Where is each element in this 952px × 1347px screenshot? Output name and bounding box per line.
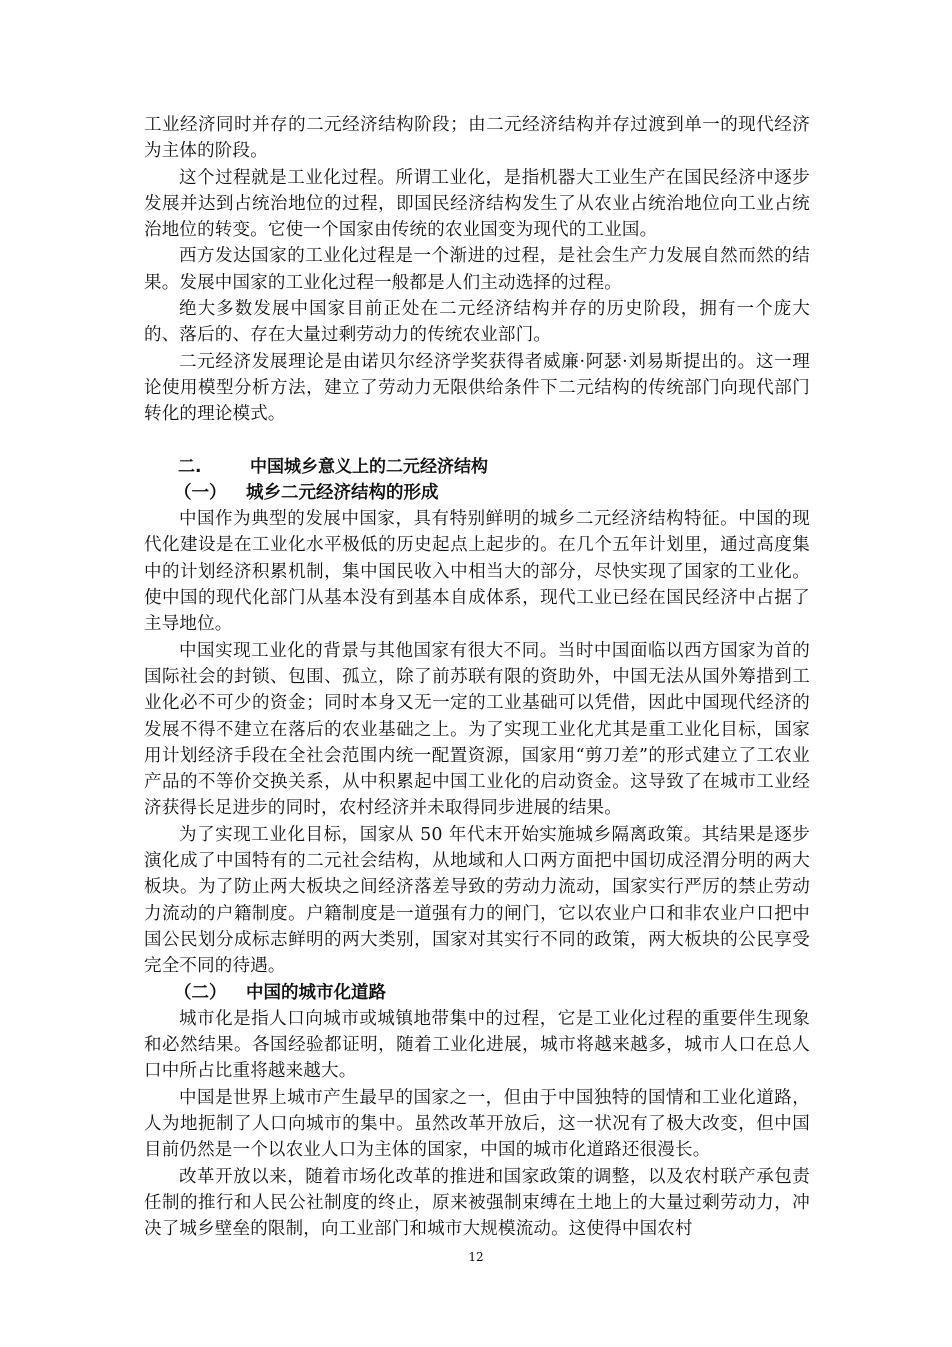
paragraph: 这个过程就是工业化过程。所谓工业化，是指机器大工业生产在国民经济中逐步发展并达到占统治地位的过程，即国民经济结构发生了从农业占统治地位向工业占统治地位的转变。它使一个国家由传统的农业国变为现代的工业国。 xyxy=(144,167,810,241)
subsection-heading-2 xyxy=(144,980,810,1006)
paragraph: 改革开放以来，随着市场化改革的推进和国家政策的调整，以及农村联产承包责任制的推行和人民公社制度的终止，原来被强制束缚在土地上的大量过剩劳动力，冲决了城乡壁垒的限制，向工业部门和城市大规模流动。这使得中国农村 xyxy=(144,1166,810,1240)
page-number: 12 xyxy=(468,1250,484,1264)
paragraph: 为了实现工业化目标，国家从 50 年代末开始实施城乡隔离政策。其结果是逐步演化成了中国特有的二元社会结构，从地域和人口两方面把中国切成泾渭分明的两大板块。为了防止两大板块之间经济落差导致的劳动力流动，国家实行严厉的禁止劳动力流动的户籍制度。户籍制度是一道强有力的闸门，它以农业户口和非农业户口把中国公民划分成标志鲜明的两大类别，国家对其实行不同的政策，两大板块的公民享受完全不同的待遇。 xyxy=(144,824,810,977)
paragraph: 中国实现工业化的背景与其他国家有很大不同。当时中国面临以西方国家为首的国际社会的封锁、包围、孤立，除了前苏联有限的资助外，中国无法从国外筹措到工业化必不可少的资金；同时本身又无一定的工业基础可以凭借，因此中国现代经济的发展不得不建立在落后的农业基础之上。为了实现工业化尤其是重工业化目标，国家用计划经济手段在全社会范围内统一配置资源，国家用“剪刀差”的形式建立了工农业产品的不等价交换关系，从中积累起中国工业化的启动资金。这导致了在城市工业经济获得长足进步的同时，农村经济并未取得同步进展的结果。 xyxy=(144,640,810,819)
section-number: 二. xyxy=(178,456,202,477)
section-spacer xyxy=(144,428,810,454)
document-body xyxy=(144,112,810,1242)
paragraph: 西方发达国家的工业化过程是一个渐进的过程，是社会生产力发展自然而然的结果。发展中国家的工业化过程一般都是人们主动选择的过程。 xyxy=(144,246,810,293)
section-heading xyxy=(144,454,810,480)
paragraph: 绝大多数发展中国家目前正处在二元经济结构并存的历史阶段，拥有一个庞大的、落后的、存在大量过剩劳动力的传统农业部门。 xyxy=(144,299,810,346)
paragraph: 城市化是指人口向城市或城镇地带集中的过程，它是工业化过程的重要伴生现象和必然结果。各国经验都证明，随着工业化进展，城市将越来越多，城市人口在总人口中所占比重将越来越大。 xyxy=(144,1008,810,1082)
paragraph-continuation: 工业经济同时并存的二元经济结构阶段；由二元经济结构并存过渡到单一的现代经济为主体的阶段。 xyxy=(144,115,810,162)
subsection-number: （二） xyxy=(174,982,227,1003)
section-title: 中国城乡意义上的二元经济结构 xyxy=(250,456,488,477)
subsection-number: （一） xyxy=(174,482,227,503)
subsection-title: 城乡二元经济结构的形成 xyxy=(246,482,439,503)
subsection-heading-1 xyxy=(144,480,810,506)
paragraph: 中国是世界上城市产生最早的国家之一，但由于中国独特的国情和工业化道路，人为地扼制了人口向城市的集中。虽然改革开放后，这一状况有了极大改变，但中国目前仍然是一个以农业人口为主体的国家，中国的城市化道路还很漫长。 xyxy=(144,1087,810,1161)
paragraph: 中国作为典型的发展中国家，具有特别鲜明的城乡二元经济结构特征。中国的现代化建设是在工业化水平极低的历史起点上起步的。在几个五年计划里，通过高度集中的计划经济积累机制，集中国民收入中相当大的部分，尽快实现了国家的工业化。使中国的现代化部门从基本没有到基本自成体系，现代工业已经在国民经济中占据了主导地位。 xyxy=(144,509,810,635)
subsection-title: 中国的城市化道路 xyxy=(246,982,386,1003)
paragraph: 二元经济发展理论是由诺贝尔经济学奖获得者威廉·阿瑟·刘易斯提出的。这一理论使用模型分析方法，建立了劳动力无限供给条件下二元结构的传统部门向现代部门转化的理论模式。 xyxy=(144,351,810,425)
